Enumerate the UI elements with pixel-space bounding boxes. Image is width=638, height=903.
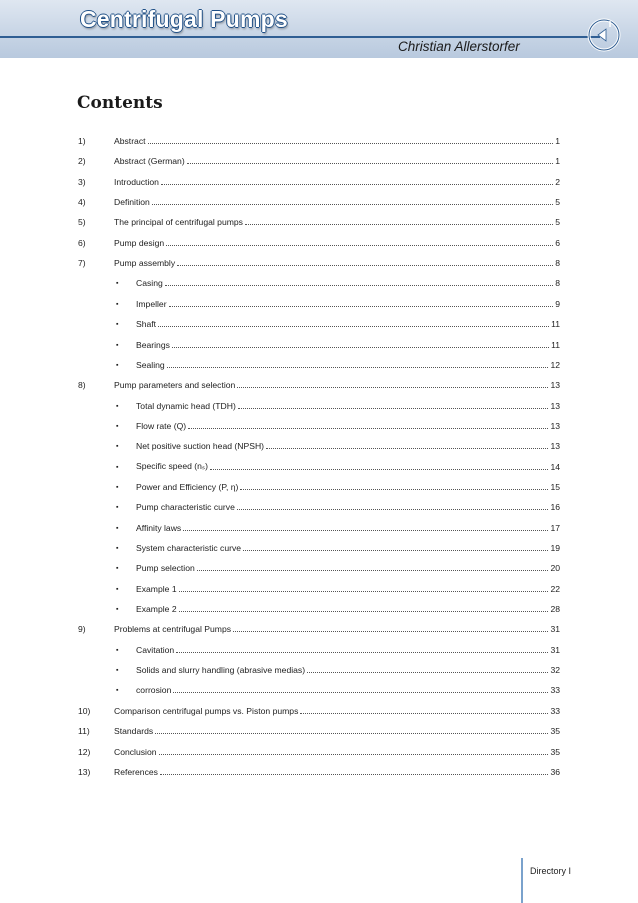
dot-leader: [238, 407, 549, 409]
bullet-icon: ▪: [116, 300, 119, 308]
dot-leader: [179, 590, 549, 592]
toc-entry: [114, 706, 560, 716]
toc-entry: [114, 767, 560, 777]
toc-row[interactable]: [0, 580, 638, 594]
toc-row[interactable]: [0, 437, 638, 451]
toc-row[interactable]: [0, 152, 638, 166]
dot-leader: [210, 468, 548, 470]
toc-row[interactable]: [0, 458, 638, 472]
toc-page-number: 1: [555, 156, 560, 167]
toc-page-number: 33: [550, 685, 560, 696]
toc-row[interactable]: [0, 478, 638, 492]
bullet-icon: ▪: [116, 443, 119, 451]
toc-entry: [136, 461, 560, 472]
bullet-icon: ▪: [116, 545, 119, 552]
toc-entry: [114, 726, 560, 736]
dot-leader: [307, 671, 548, 673]
toc-page-number: 17: [550, 522, 560, 533]
dot-leader: [266, 447, 548, 449]
toc-page-number: 28: [550, 604, 560, 615]
toc-page-number: 33: [550, 705, 560, 716]
toc-row[interactable]: [0, 559, 638, 573]
toc-number: 7): [78, 258, 86, 269]
toc-page-number: 8: [555, 258, 560, 269]
toc-row[interactable]: [0, 295, 638, 309]
toc-label: Cavitation: [136, 644, 175, 655]
toc-entry: [114, 238, 560, 248]
toc-entry: [114, 156, 560, 166]
dot-leader: [173, 691, 548, 693]
dot-leader: [233, 630, 548, 632]
dot-leader: [152, 203, 553, 205]
toc-entry: [136, 604, 560, 614]
toc-number: 12): [78, 746, 91, 757]
toc-page-number: 35: [550, 726, 560, 737]
toc-row[interactable]: [0, 173, 638, 187]
toc-row[interactable]: [0, 743, 638, 757]
toc-label: Total dynamic head (TDH): [136, 400, 236, 411]
toc-label: Pump parameters and selection: [114, 380, 236, 391]
bullet-icon: ▪: [116, 422, 119, 430]
toc-row[interactable]: [0, 641, 638, 655]
dot-leader: [160, 773, 548, 775]
bullet-icon: ▪: [116, 321, 119, 329]
dot-leader: [159, 753, 549, 755]
toc-row[interactable]: [0, 620, 638, 634]
toc-page-number: 11: [551, 319, 560, 330]
dot-leader: [172, 346, 549, 348]
toc-label: Impeller: [136, 298, 167, 309]
dot-leader: [166, 244, 553, 246]
toc-row[interactable]: [0, 702, 638, 716]
toc-label: Shaft: [136, 319, 157, 330]
footer-divider: [521, 858, 523, 903]
toc-entry: [136, 502, 560, 512]
dot-leader: [240, 488, 548, 490]
toc-number: 4): [78, 197, 86, 208]
toc-label: Problems at centrifugal Pumps: [114, 624, 232, 635]
toc-entry: [114, 217, 560, 227]
toc-label: Introduction: [114, 176, 159, 187]
toc-label: Example 1: [136, 583, 177, 594]
toc-entry: [114, 380, 560, 390]
toc-entry: [136, 645, 560, 655]
toc-entry: [136, 278, 560, 288]
toc-page-number: 31: [550, 624, 560, 635]
toc-row[interactable]: [0, 600, 638, 614]
toc-label: Affinity laws: [136, 522, 182, 533]
dot-leader: [169, 305, 554, 307]
bullet-icon: ▪: [116, 483, 119, 491]
bullet-icon: ▪: [116, 667, 119, 675]
dot-leader: [165, 284, 553, 286]
toc-row[interactable]: [0, 132, 638, 146]
dot-leader: [177, 264, 553, 266]
toc-page-number: 35: [550, 746, 560, 757]
toc-row[interactable]: [0, 376, 638, 390]
dot-leader: [155, 732, 548, 734]
toc-row[interactable]: [0, 722, 638, 736]
toc-page-number: 5: [555, 217, 560, 228]
bullet-icon: ▪: [116, 361, 119, 369]
toc-number: 3): [78, 176, 86, 187]
toc-label: Abstract: [114, 136, 146, 146]
toc-label: Specific speed (nₛ): [136, 460, 208, 471]
toc-page-number: 13: [550, 380, 560, 391]
dot-leader: [183, 529, 548, 531]
toc-row[interactable]: [0, 417, 638, 431]
toc-number: 11): [78, 726, 90, 737]
dot-leader: [176, 651, 548, 653]
toc-row[interactable]: [0, 519, 638, 533]
toc-page-number: 6: [555, 237, 560, 248]
toc-label: Flow rate (Q): [136, 420, 187, 431]
bullet-icon: ▪: [116, 585, 119, 593]
toc-page-number: 19: [550, 543, 560, 553]
toc-page-number: 36: [550, 766, 560, 777]
toc-row[interactable]: [0, 661, 638, 675]
toc-number: 6): [78, 237, 86, 248]
toc-label: Power and Efficiency (P, η): [136, 481, 239, 492]
toc-page-number: 13: [550, 420, 560, 431]
toc-label: Example 2: [136, 604, 177, 615]
toc-entry: [136, 685, 560, 695]
toc-heading: Contents: [77, 93, 163, 113]
toc-label: corrosion: [136, 685, 172, 696]
toc-label: Pump selection: [136, 563, 195, 574]
toc-label: Casing: [136, 278, 163, 289]
toc-label: The principal of centrifugal pumps: [114, 217, 243, 228]
toc-page-number: 16: [550, 502, 560, 513]
toc-label: Conclusion: [114, 746, 157, 757]
bullet-icon: ▪: [116, 504, 119, 512]
toc-entry: [136, 360, 560, 370]
toc-page-number: 22: [550, 583, 560, 594]
bullet-icon: ▪: [116, 565, 119, 573]
bullet-icon: ▪: [116, 402, 119, 410]
toc-row[interactable]: [0, 213, 638, 227]
toc-label: Pump design: [114, 237, 165, 248]
toc-page-number: 13: [550, 441, 560, 452]
toc-page-number: 9: [555, 298, 560, 309]
toc-row[interactable]: [0, 315, 638, 329]
toc-page-number: 32: [550, 665, 560, 676]
dot-leader: [245, 223, 553, 225]
bullet-icon: ▪: [116, 280, 119, 288]
toc-label: Sealing: [136, 359, 165, 370]
toc-row[interactable]: [0, 397, 638, 411]
toc-page-number: 15: [550, 481, 560, 492]
toc-entry: [136, 319, 560, 329]
toc-number: 8): [78, 380, 86, 391]
toc-entry: [114, 177, 560, 187]
toc-page-number: 12: [550, 359, 560, 370]
author-name: Christian Allerstorfer: [398, 39, 520, 54]
toc-entry: [136, 543, 560, 553]
dot-leader: [148, 142, 554, 144]
bullet-icon: ▪: [116, 606, 119, 614]
toc-number: 2): [78, 156, 86, 167]
dot-leader: [197, 569, 549, 571]
dot-leader: [158, 325, 549, 327]
toc-label: Pump characteristic curve: [136, 502, 235, 513]
toc-entry: [136, 665, 560, 675]
toc-row[interactable]: [0, 681, 638, 695]
dot-leader: [167, 366, 549, 368]
toc-label: References: [114, 766, 158, 777]
toc-entry: [136, 523, 560, 533]
toc-page-number: 13: [550, 400, 560, 411]
toc-page-number: 2: [555, 176, 560, 187]
dot-leader: [187, 162, 554, 164]
toc-label: Pump assembly: [114, 258, 176, 269]
toc-number: 1): [78, 136, 86, 146]
bullet-icon: ▪: [116, 524, 119, 532]
toc-row[interactable]: [0, 498, 638, 512]
toc-row[interactable]: [0, 763, 638, 777]
toc-entry: [114, 747, 560, 757]
bullet-icon: ▪: [116, 646, 119, 654]
document-title: Centrifugal Pumps: [80, 6, 288, 32]
toc-entry: [114, 136, 560, 146]
toc-page-number: 8: [555, 278, 560, 289]
toc-entry: [114, 197, 560, 207]
toc-entry: [136, 401, 560, 411]
bullet-icon: ▪: [116, 687, 119, 695]
dot-leader: [237, 386, 548, 388]
toc-number: 9): [78, 624, 86, 635]
toc-page-number: 11: [551, 339, 560, 350]
toc-entry: [114, 258, 560, 268]
toc-label: Definition: [114, 197, 150, 208]
toc-label: Abstract (German): [114, 156, 185, 167]
toc-entry: [136, 563, 560, 573]
toc-label: Comparison centrifugal pumps vs. Piston pumps: [114, 705, 299, 716]
footer-page-label: Directory I: [530, 866, 572, 876]
dot-leader: [300, 712, 548, 714]
toc-row[interactable]: [0, 539, 638, 553]
dot-leader: [237, 508, 549, 510]
toc-row[interactable]: [0, 234, 638, 248]
toc-entry: [136, 299, 560, 309]
toc-row[interactable]: [0, 254, 638, 268]
toc-page-number: 14: [550, 461, 560, 472]
toc-number: 5): [78, 217, 86, 228]
toc-page-number: 5: [555, 197, 560, 208]
toc-label: Bearings: [136, 339, 170, 350]
dot-leader: [179, 610, 549, 612]
toc-row[interactable]: [0, 356, 638, 370]
bullet-icon: ▪: [116, 341, 119, 349]
toc-number: 10): [78, 705, 91, 716]
toc-label: System characteristic curve: [136, 543, 242, 553]
dot-leader: [243, 549, 548, 551]
toc-entry: [114, 624, 560, 634]
toc-entry: [136, 482, 560, 492]
toc-entry: [136, 584, 560, 594]
toc-page-number: 31: [550, 644, 560, 655]
toc-entry: [136, 441, 560, 451]
toc-page-number: 1: [555, 136, 560, 146]
bullet-icon: ▪: [116, 463, 119, 471]
toc-entry: [136, 421, 560, 431]
toc-entry: [136, 340, 560, 350]
toc-row[interactable]: [0, 274, 638, 288]
toc-label: Net positive suction head (NPSH): [136, 441, 265, 452]
logo-icon: [586, 17, 622, 53]
toc-number: 13): [78, 766, 91, 777]
toc-row[interactable]: [0, 336, 638, 350]
toc-row[interactable]: [0, 193, 638, 207]
header-rule: [0, 36, 600, 38]
dot-leader: [188, 427, 548, 429]
page-header: [0, 0, 638, 58]
dot-leader: [161, 183, 553, 185]
toc-label: Solids and slurry handling (abrasive medias): [136, 665, 306, 676]
toc-label: Standards: [114, 726, 154, 737]
toc-page-number: 20: [550, 563, 560, 574]
